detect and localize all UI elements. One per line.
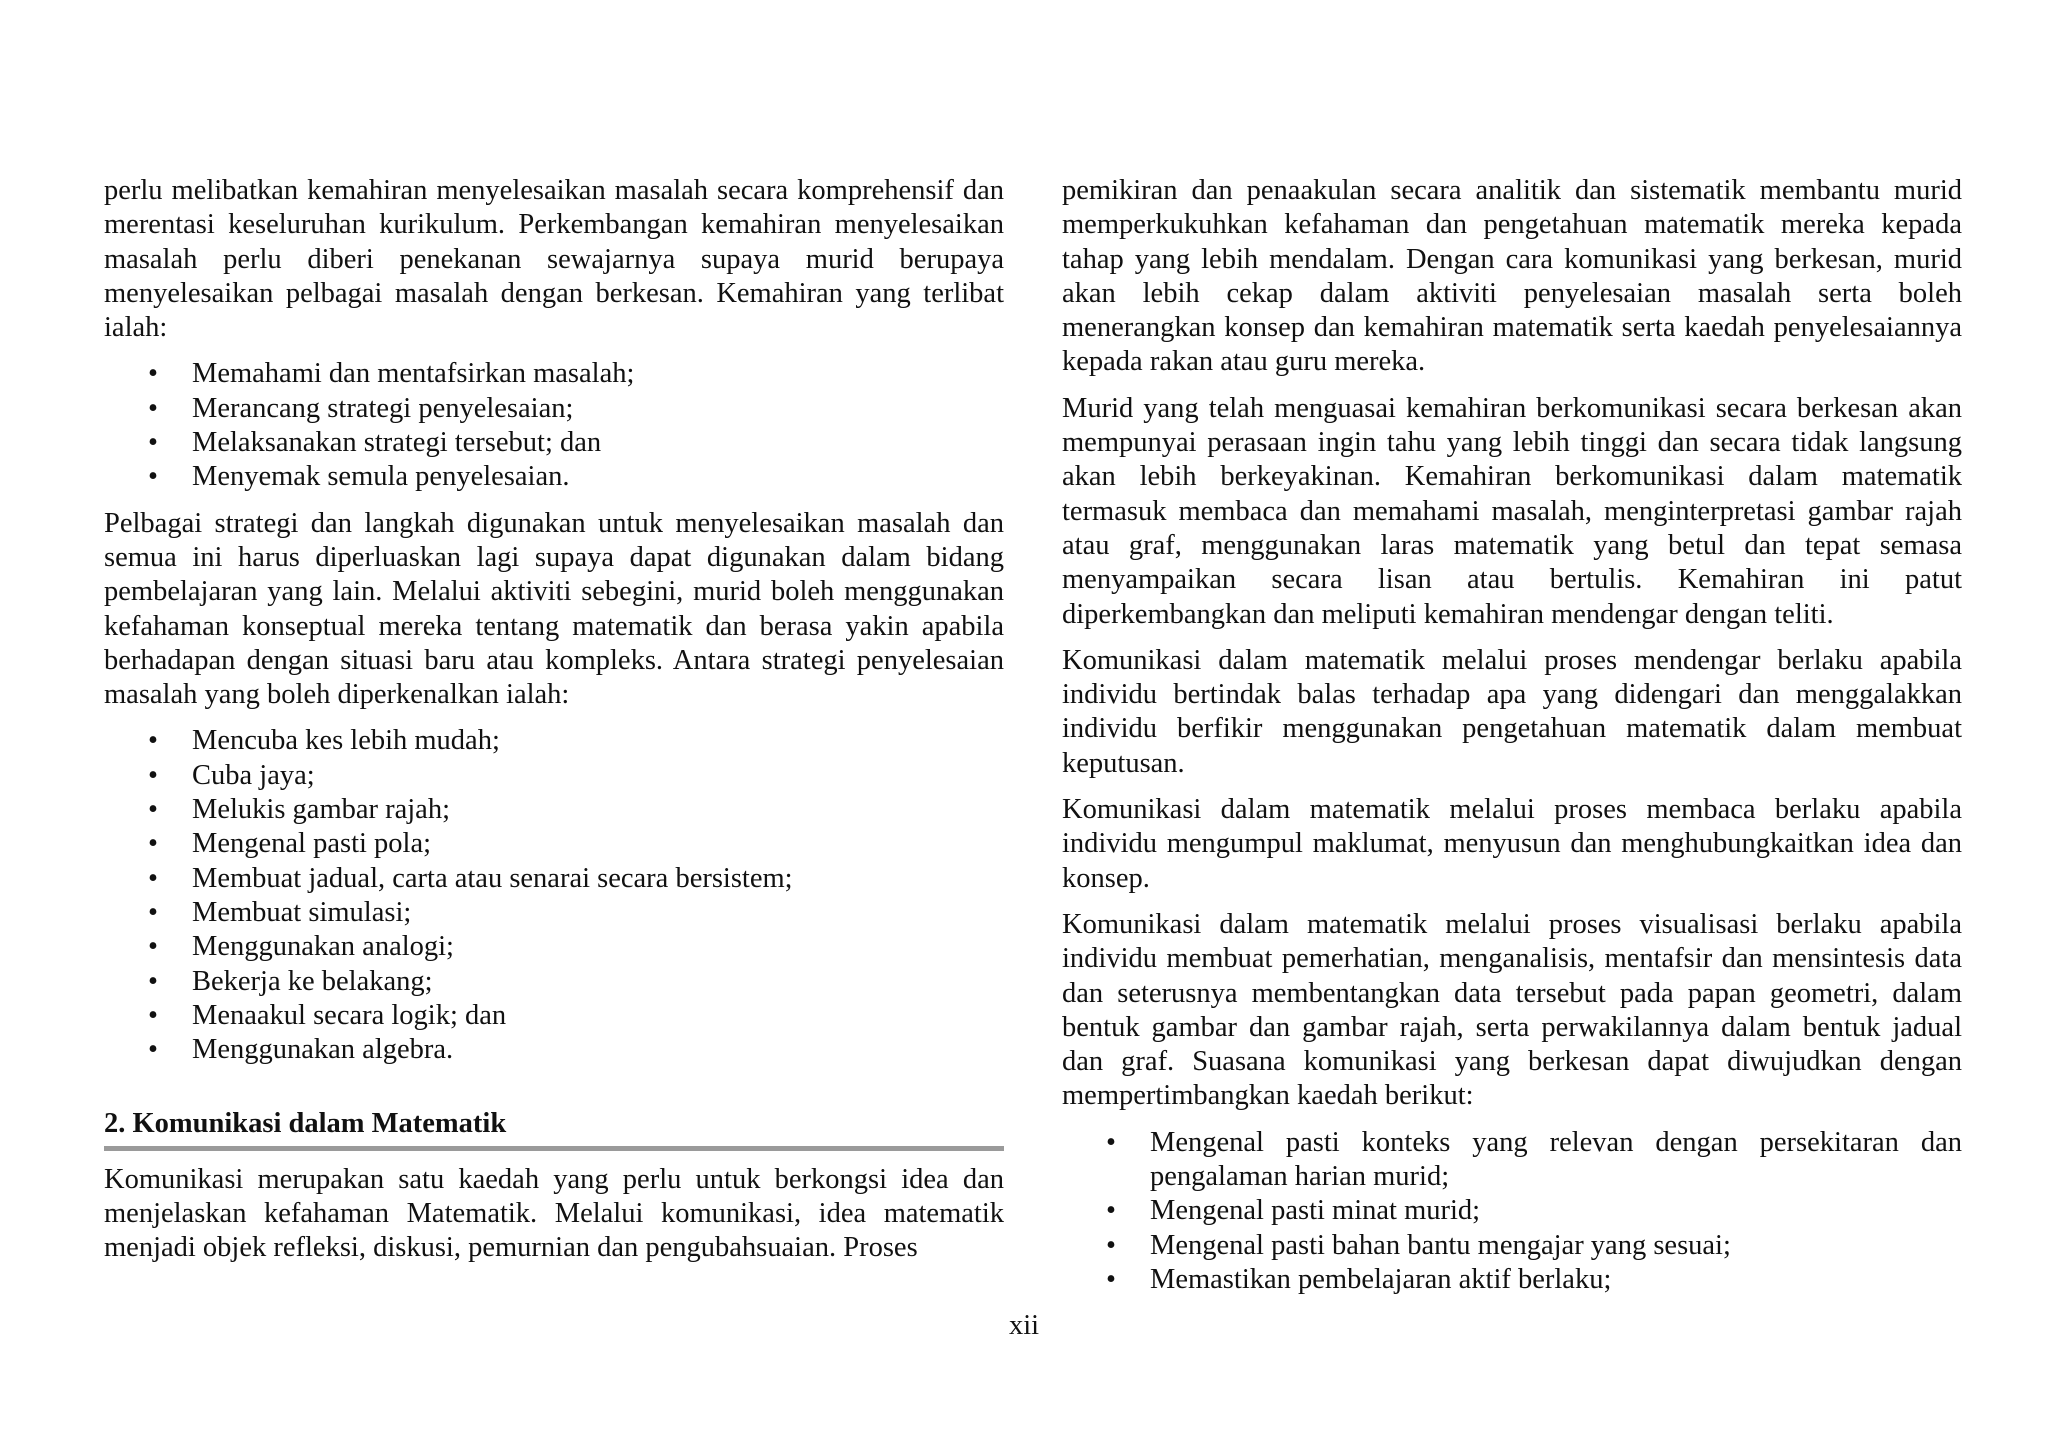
list-item-text: Mencuba kes lebih mudah; [192,725,500,757]
list-item-text: Memastikan pembelajaran aktif berlaku; [1150,1263,1612,1295]
paragraph-reading: Komunikasi dalam matematik melalui proses membaca berlaku apabila individu mengumpul maklumat, menyusun dan menghubungkaitkan idea dan konsep. [1062,794,1962,894]
list-item [1062,1263,1962,1297]
page-number: xii [1008,1310,1040,1341]
intro-paragraph: perlu melibatkan kemahiran menyelesaikan masalah secara komprehensif dan merentasi keseluruhan kurikulum. Perkembangan kemahiran menyelesaikan masalah perlu diberi penekanan sewajarnya supaya murid berupaya menyelesaikan pelbagai masalah dengan berkesan. Kemahiran yang terlibat ialah: [104,175,1004,344]
skills-list [104,357,1004,494]
list-item-text: Menggunakan analogi; [192,931,454,963]
list-item-text: Memahami dan mentafsirkan masalah; [192,358,635,390]
list-item [1062,1229,1962,1263]
list-item [104,930,1004,964]
list-item-text: Menaakul secara logik; dan [192,999,507,1031]
bullet-icon: • [148,427,158,459]
list-item-text: Mengenal pasti konteks yang relevan dengan persekitaran dan pengalaman harian murid; [1150,1126,1962,1193]
list-item-text: Menggunakan algebra. [192,1034,454,1066]
paragraph-analytic-thinking: pemikiran dan penaakulan secara analitik dan sistematik membantu murid memperkukuhkan kefahaman dan pengetahuan matematik mereka kepada tahap yang lebih mendalam. Dengan cara komunikasi yang berkesan, murid akan lebih cekap dalam aktiviti penyelesaian masalah serta boleh menerangkan konsep dan kemahiran matematik serta kaedah penyelesaiannya kepada rakan atau guru mereka. [1062,175,1962,378]
list-item-text: Melaksanakan strategi tersebut; dan [192,427,602,459]
bullet-icon: • [148,999,158,1031]
list-item [104,1033,1004,1067]
list-item [104,896,1004,930]
bullet-icon: • [148,931,158,963]
methods-list [1062,1126,1962,1297]
section-heading: 2. Komunikasi dalam Matematik [104,1107,1004,1150]
strategies-list [104,724,1004,1067]
list-item [104,759,1004,793]
list-item [104,793,1004,827]
list-item [1062,1126,1962,1195]
bullet-icon: • [148,828,158,860]
bullet-icon: • [148,965,158,997]
bullet-icon: • [148,1034,158,1066]
list-item [104,392,1004,426]
list-item-text: Merancang strategi penyelesaian; [192,392,574,424]
bullet-icon: • [148,862,158,894]
list-item [104,460,1004,494]
bullet-icon: • [148,461,158,493]
paragraph-communication-skills: Murid yang telah menguasai kemahiran berkomunikasi secara berkesan akan mempunyai perasaan ingin tahu yang lebih tinggi dan secara tidak langsung akan lebih berkeyakinan. Kemahiran berkomunikasi dalam matematik termasuk membaca dan memahami masalah, menginterpretasi gambar rajah atau graf, menggunakan laras matematik yang betul dan tepat semasa menyampaikan secara lisan atau bertulis. Kemahiran ini patut diperkembangkan dan meliputi kemahiran mendengar dengan teliti. [1062,392,1962,630]
bullet-icon: • [148,392,158,424]
list-item [104,862,1004,896]
list-item [104,426,1004,460]
list-item [104,999,1004,1033]
paragraph-visualisation: Komunikasi dalam matematik melalui proses visualisasi berlaku apabila individu membuat pemerhatian, menganalisis, mentafsir dan mensintesis data dan seterusnya membentangkan data tersebut pada papan geometri, dalam bentuk gambar dan gambar rajah, serta perwakilannya dalam bentuk jadual dan graf. Suasana komunikasi yang berkesan dapat diwujudkan dengan mempertimbangkan kaedah berikut: [1062,908,1962,1112]
communication-paragraph: Komunikasi merupakan satu kaedah yang perlu untuk berkongsi idea dan menjelaskan kefahaman Matematik. Melalui komunikasi, idea matematik menjadi objek refleksi, diskusi, pemurnian dan pengubahsuaian. Proses [104,1163,1004,1264]
list-item-text: Melukis gambar rajah; [192,794,451,826]
left-column [104,174,1004,1278]
list-item [104,724,1004,758]
list-item-text: Mengenal pasti minat murid; [1150,1195,1481,1227]
bullet-icon: • [148,725,158,757]
bullet-icon: • [1106,1263,1116,1295]
bullet-icon: • [148,896,158,928]
right-column [1062,174,1962,1309]
bullet-icon: • [1106,1229,1116,1261]
paragraph-listening: Komunikasi dalam matematik melalui proses mendengar berlaku apabila individu bertindak balas terhadap apa yang didengari dan menggalakkan individu berfikir menggunakan pengetahuan matematik dalam membuat keputusan. [1062,644,1962,779]
list-item [104,357,1004,391]
bullet-icon: • [148,794,158,826]
list-item [104,965,1004,999]
list-item-text: Menyemak semula penyelesaian. [192,461,570,493]
list-item-text: Bekerja ke belakang; [192,965,433,997]
bullet-icon: • [148,759,158,791]
strategies-paragraph: Pelbagai strategi dan langkah digunakan untuk menyelesaikan masalah dan semua ini harus diperluaskan lagi supaya dapat digunakan dalam bidang pembelajaran yang lain. Melalui aktiviti sebegini, murid boleh menggunakan kefahaman konseptual mereka tentang matematik dan berasa yakin apabila berhadapan dengan situasi baru atau kompleks. Antara strategi penyelesaian masalah yang boleh diperkenalkan ialah: [104,507,1004,711]
list-item-text: Cuba jaya; [192,759,315,791]
list-item-text: Mengenal pasti pola; [192,828,432,860]
bullet-icon: • [148,358,158,390]
bullet-icon: • [1106,1195,1116,1227]
bullet-icon: • [1106,1126,1116,1158]
list-item-text: Mengenal pasti bahan bantu mengajar yang sesuai; [1150,1229,1731,1261]
list-item [104,827,1004,861]
list-item-text: Membuat simulasi; [192,896,412,928]
list-item [1062,1194,1962,1228]
list-item-text: Membuat jadual, carta atau senarai secara bersistem; [192,862,793,894]
